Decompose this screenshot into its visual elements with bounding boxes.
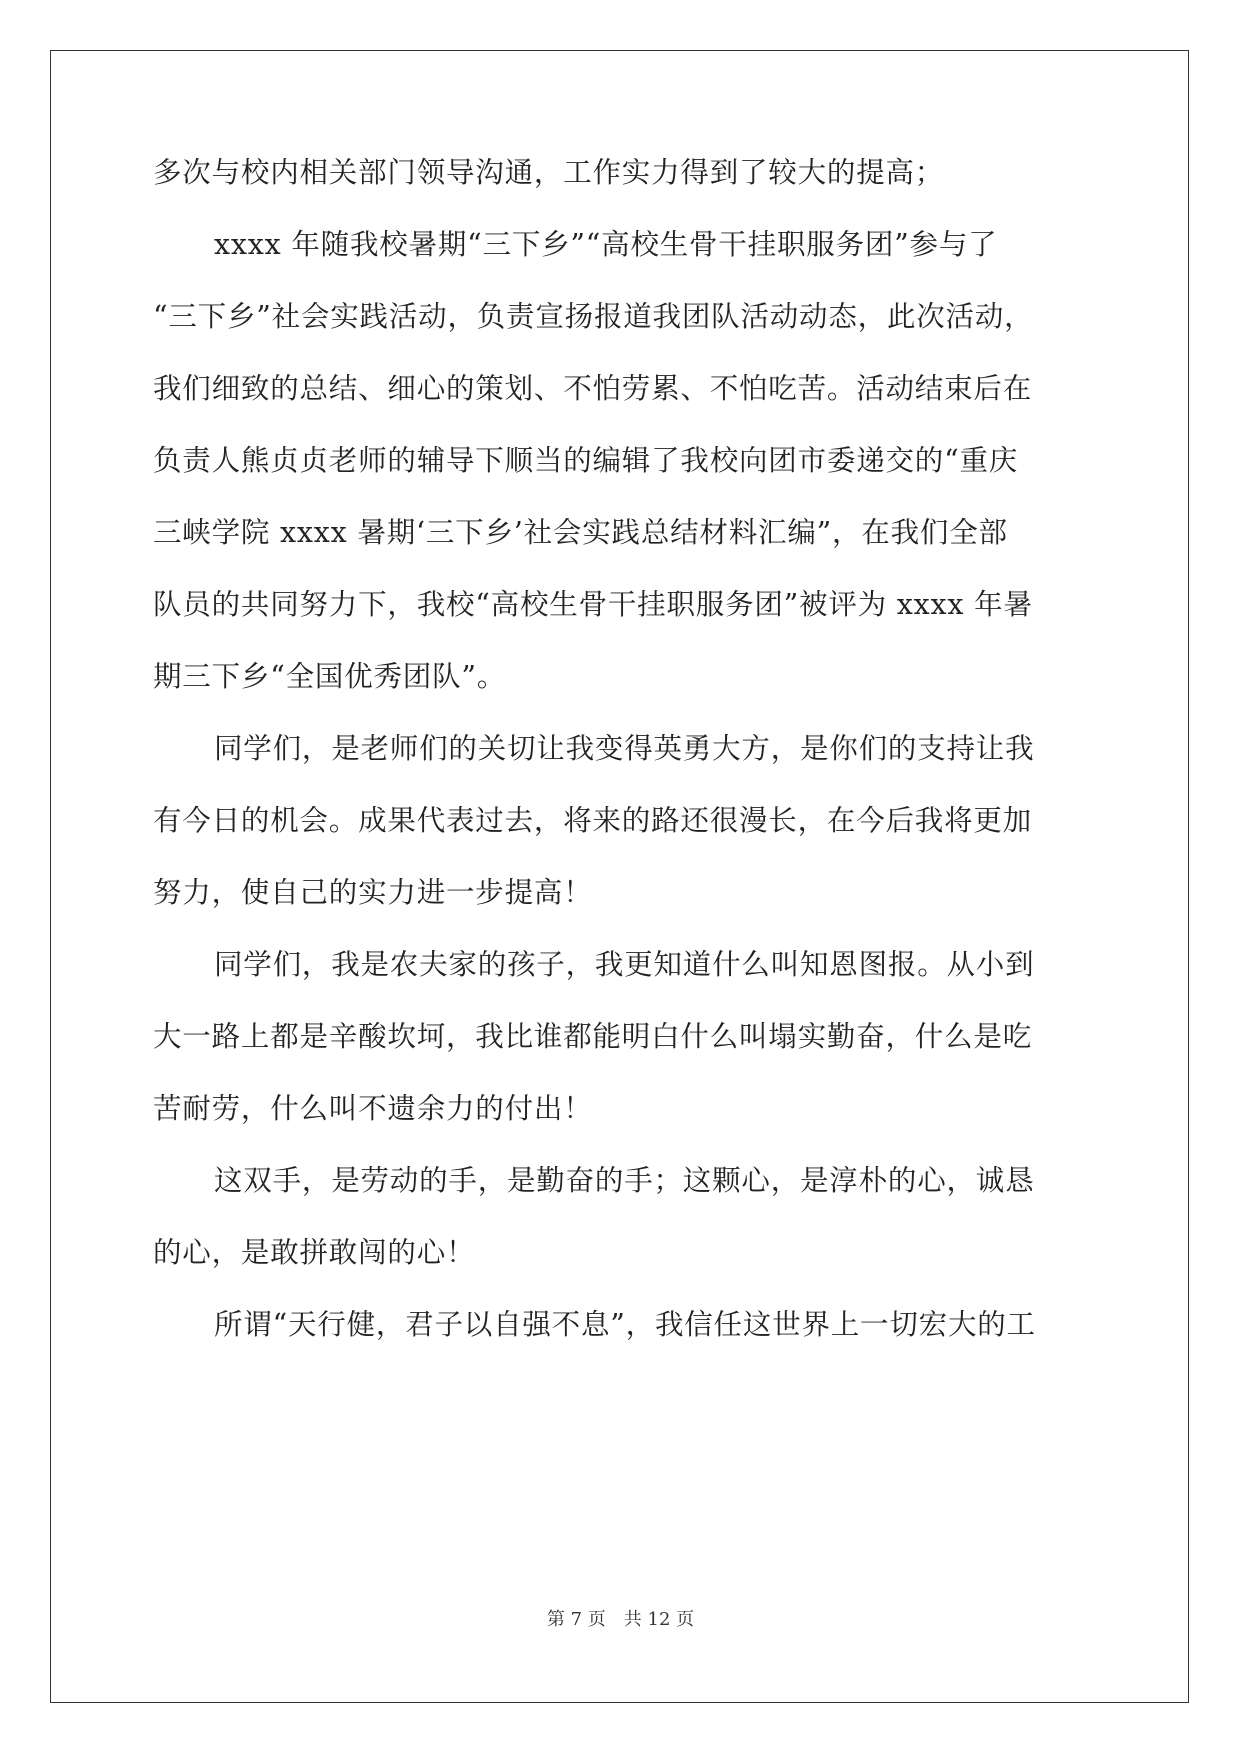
- text-line: 所谓“天行健，君子以自强不息”，我信任这世界上一切宏大的工: [214, 1308, 1036, 1341]
- page-number-footer: 第 7 页 共 12 页: [546, 1609, 695, 1630]
- text-line: 同学们，我是农夫家的孩子，我更知道什么叫知恩图报。从小到: [214, 948, 1035, 981]
- text-line: 大一路上都是辛酸坎坷，我比谁都能明白什么叫塌实勤奋，什么是吃: [153, 1020, 1033, 1053]
- text-line: 我们细致的总结、细心的策划、不怕劳累、不怕吃苦。活动结束后在: [153, 372, 1033, 405]
- text-line: 的心，是敢拼敢闯的心！: [153, 1236, 476, 1269]
- text-line: 努力，使自己的实力进一步提高！: [153, 876, 593, 909]
- text-line: 队员的共同努力下，我校“高校生骨干挂职服务团”被评为 xxxx 年暑: [153, 588, 1033, 621]
- text-line: xxxx 年随我校暑期“三下乡”“高校生骨干挂职服务团”参与了: [214, 228, 998, 261]
- text-line: 负责人熊贞贞老师的辅导下顺当的编辑了我校向团市委递交的“重庆: [153, 444, 1019, 477]
- text-line: 有今日的机会。成果代表过去，将来的路还很漫长，在今后我将更加: [153, 804, 1033, 837]
- text-line: 苦耐劳，什么叫不遗余力的付出！: [153, 1092, 593, 1125]
- text-line: 同学们，是老师们的关切让我变得英勇大方，是你们的支持让我: [214, 732, 1035, 765]
- text-line: 这双手，是劳动的手，是勤奋的手；这颗心，是淳朴的心，诚恳: [214, 1164, 1035, 1197]
- text-line: 三峡学院 xxxx 暑期‘三下乡’社会实践总结材料汇编”，在我们全部: [153, 516, 1008, 549]
- text-line: “三下乡”社会实践活动，负责宣扬报道我团队活动动态，此次活动，: [153, 300, 1034, 333]
- text-line: 多次与校内相关部门领导沟通，工作实力得到了较大的提高；: [153, 156, 945, 189]
- text-line: 期三下乡“全国优秀团队”。: [153, 660, 507, 693]
